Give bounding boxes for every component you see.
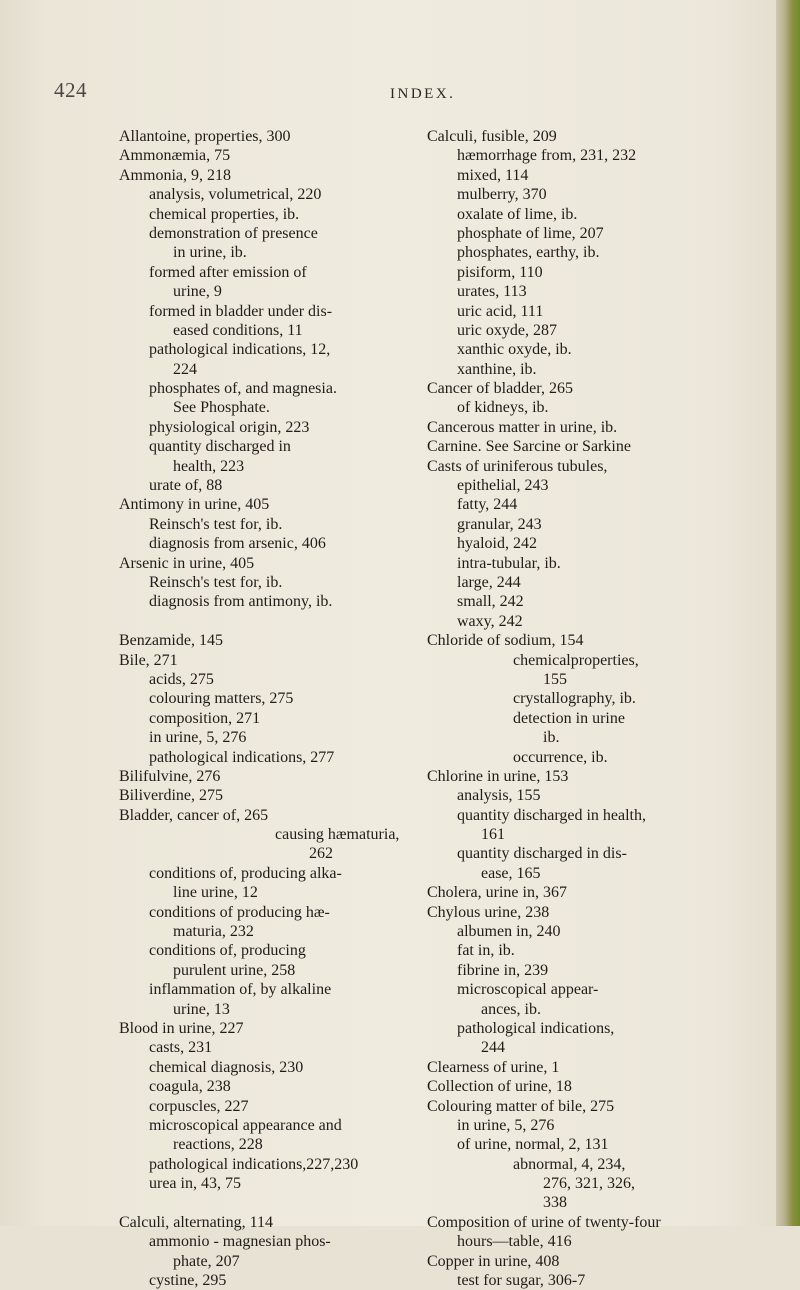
index-subentry: inflammation of, by alkaline bbox=[149, 981, 332, 999]
index-entry: Biliverdine, 275 bbox=[119, 787, 223, 805]
index-subentry: phate, 207 bbox=[173, 1252, 240, 1270]
index-subentry: colouring matters, 275 bbox=[149, 690, 294, 708]
index-subentry: mulberry, 370 bbox=[457, 186, 547, 204]
index-subentry: uric oxyde, 287 bbox=[457, 321, 557, 339]
index-subentry: 338 bbox=[543, 1194, 567, 1212]
index-subentry: in urine, 5, 276 bbox=[149, 729, 247, 747]
index-subentry: hæmorrhage from, 231, 232 bbox=[457, 147, 637, 165]
index-subentry: detection in urine bbox=[513, 709, 625, 727]
index-subentry: ease, 165 bbox=[481, 864, 541, 882]
index-subentry: coagula, 238 bbox=[149, 1078, 231, 1096]
index-entry: Collection of urine, 18 bbox=[427, 1078, 572, 1096]
index-subentry: urate of, 88 bbox=[149, 477, 223, 495]
index-subentry: casts, 231 bbox=[149, 1039, 213, 1057]
index-subentry: conditions of, producing bbox=[149, 942, 306, 960]
index-subentry: quantity discharged in health, bbox=[457, 806, 646, 824]
index-entry: Ammonæmia, 75 bbox=[119, 147, 231, 165]
index-subentry: 155 bbox=[543, 670, 567, 688]
index-subentry: urine, 9 bbox=[173, 283, 222, 301]
index-subentry: analysis, 155 bbox=[457, 787, 541, 805]
index-entry: Calculi, alternating, 114 bbox=[119, 1213, 274, 1231]
index-subentry: Reinsch's test for, ib. bbox=[149, 515, 283, 533]
index-subentry: reactions, 228 bbox=[173, 1136, 263, 1154]
index-entry: Antimony in urine, 405 bbox=[119, 496, 270, 514]
index-subentry: granular, 243 bbox=[457, 515, 542, 533]
index-subentry: Reinsch's test for, ib. bbox=[149, 573, 283, 591]
index-entry: Bile, 271 bbox=[119, 651, 178, 669]
index-subentry: urea in, 43, 75 bbox=[149, 1175, 241, 1193]
index-entry: Copper in urine, 408 bbox=[427, 1252, 560, 1270]
index-subentry: phosphates, earthy, ib. bbox=[457, 244, 600, 262]
index-subentry: 276, 321, 326, bbox=[543, 1175, 635, 1193]
index-subentry: fat in, ib. bbox=[457, 942, 515, 960]
index-entry: Clearness of urine, 1 bbox=[427, 1058, 560, 1076]
index-subentry: 161 bbox=[481, 826, 505, 844]
index-entry: Arsenic in urine, 405 bbox=[119, 554, 255, 572]
page-edge bbox=[776, 0, 800, 1226]
index-subentry: waxy, 242 bbox=[457, 612, 523, 630]
index-subentry: health, 223 bbox=[173, 457, 245, 475]
index-subentry: composition, 271 bbox=[149, 709, 261, 727]
index-subentry: abnormal, 4, 234, bbox=[513, 1155, 626, 1173]
index-subentry: urates, 113 bbox=[457, 283, 527, 301]
index-subentry: line urine, 12 bbox=[173, 884, 258, 902]
index-subentry: quantity discharged in bbox=[149, 438, 291, 456]
index-subentry: test for sugar, 306-7 bbox=[457, 1272, 586, 1290]
index-gap bbox=[119, 1193, 411, 1212]
index-subentry: pathological indications,227,230 bbox=[149, 1155, 359, 1173]
index-subentry: ammonio - magnesian phos- bbox=[149, 1233, 331, 1251]
index-subentry: diagnosis from antimony, ib. bbox=[149, 593, 333, 611]
index-subentry: corpuscles, 227 bbox=[149, 1097, 249, 1115]
index-subentry: crystallography, ib. bbox=[513, 690, 636, 708]
index-subentry: hours—table, 416 bbox=[457, 1233, 572, 1251]
index-subentry: causing hæmaturia, bbox=[275, 826, 400, 844]
index-subentry: conditions of, producing alka- bbox=[149, 864, 342, 882]
index-subentry: small, 242 bbox=[457, 593, 524, 611]
index-subentry: fibrine in, 239 bbox=[457, 961, 549, 979]
index-subentry: fatty, 244 bbox=[457, 496, 518, 514]
running-head: INDEX. bbox=[390, 86, 456, 102]
index-entry: Bilifulvine, 276 bbox=[119, 767, 221, 785]
index-subentry: xanthic oxyde, ib. bbox=[457, 341, 572, 359]
index-entry: Carnine. See Sarcine or Sarkine bbox=[427, 438, 631, 456]
index-subentry: microscopical appearance and bbox=[149, 1116, 342, 1134]
index-entry: Benzamide, 145 bbox=[119, 632, 223, 650]
index-subentry: phosphates of, and magnesia. bbox=[149, 380, 337, 398]
index-subentry: physiological origin, 223 bbox=[149, 418, 310, 436]
index-subentry: urine, 13 bbox=[173, 1000, 230, 1018]
index-subentry: 224 bbox=[173, 360, 197, 378]
index-subentry: chemicalproperties, bbox=[513, 651, 639, 669]
index-subentry: pisiform, 110 bbox=[457, 263, 543, 281]
index-entry: Chlorine in urine, 153 bbox=[427, 767, 569, 785]
index-entry: Chloride of sodium, 154 bbox=[427, 632, 584, 650]
index-subentry: diagnosis from arsenic, 406 bbox=[149, 535, 326, 553]
index-subentry: pathological indications, 12, bbox=[149, 341, 331, 359]
index-entry: Cholera, urine in, 367 bbox=[427, 884, 567, 902]
index-subentry: 244 bbox=[481, 1039, 505, 1057]
index-entry: Cancer of bladder, 265 bbox=[427, 380, 573, 398]
index-subentry: oxalate of lime, ib. bbox=[457, 205, 578, 223]
index-entry: Colouring matter of bile, 275 bbox=[427, 1097, 615, 1115]
index-subentry: epithelial, 243 bbox=[457, 477, 549, 495]
index-subentry: demonstration of presence bbox=[149, 224, 318, 242]
index-entry: Allantoine, properties, 300 bbox=[119, 128, 291, 145]
index-column-right bbox=[427, 127, 727, 1290]
index-subentry: ances, ib. bbox=[481, 1000, 541, 1018]
index-subentry: formed in bladder under dis- bbox=[149, 302, 333, 320]
index-subentry: 262 bbox=[309, 845, 333, 863]
index-subentry: conditions of producing hæ- bbox=[149, 903, 330, 921]
index-subentry: in urine, 5, 276 bbox=[457, 1116, 555, 1134]
index-subentry: pathological indications, bbox=[457, 1019, 615, 1037]
index-subentry: occurrence, ib. bbox=[513, 748, 608, 766]
index-subentry: See Phosphate. bbox=[173, 399, 270, 417]
index-subentry: large, 244 bbox=[457, 573, 521, 591]
index-entry: Blood in urine, 227 bbox=[119, 1019, 244, 1037]
index-subentry: microscopical appear- bbox=[457, 981, 599, 999]
index-entry: Calculi, fusible, 209 bbox=[427, 128, 557, 145]
index-subentry: albumen in, 240 bbox=[457, 923, 561, 941]
index-entry: Casts of uriniferous tubules, bbox=[427, 457, 608, 475]
index-subentry: cystine, 295 bbox=[149, 1272, 227, 1290]
index-subentry: chemical diagnosis, 230 bbox=[149, 1058, 304, 1076]
index-subentry: purulent urine, 258 bbox=[173, 961, 296, 979]
index-subentry: eased conditions, 11 bbox=[173, 321, 303, 339]
index-subentry: hyaloid, 242 bbox=[457, 535, 537, 553]
index-subentry: in urine, ib. bbox=[173, 244, 247, 262]
index-entry: Ammonia, 9, 218 bbox=[119, 166, 231, 184]
index-subentry: analysis, volumetrical, 220 bbox=[149, 186, 322, 204]
index-subentry: intra-tubular, ib. bbox=[457, 554, 561, 572]
index-subentry: of kidneys, ib. bbox=[457, 399, 549, 417]
index-entry: Cancerous matter in urine, ib. bbox=[427, 418, 618, 436]
index-subentry: quantity discharged in dis- bbox=[457, 845, 627, 863]
index-subentry: mixed, 114 bbox=[457, 166, 529, 184]
index-subentry: phosphate of lime, 207 bbox=[457, 224, 604, 242]
index-subentry: chemical properties, ib. bbox=[149, 205, 300, 223]
index-subentry: formed after emission of bbox=[149, 263, 307, 281]
page-number: 424 bbox=[54, 78, 87, 102]
index-subentry: ib. bbox=[543, 729, 560, 747]
index-entry: Chylous urine, 238 bbox=[427, 903, 550, 921]
index-subentry: uric acid, 111 bbox=[457, 302, 544, 320]
index-subentry: acids, 275 bbox=[149, 670, 214, 688]
index-entry: Bladder, cancer of, 265 bbox=[119, 806, 269, 824]
index-entry: Composition of urine of twenty-four bbox=[427, 1213, 661, 1231]
index-subentry: xanthine, ib. bbox=[457, 360, 537, 378]
index-column-left bbox=[119, 127, 411, 1290]
index-subentry: maturia, 232 bbox=[173, 923, 254, 941]
index-subentry: of urine, normal, 2, 131 bbox=[457, 1136, 609, 1154]
index-subentry: pathological indications, 277 bbox=[149, 748, 335, 766]
index-gap bbox=[119, 612, 411, 631]
